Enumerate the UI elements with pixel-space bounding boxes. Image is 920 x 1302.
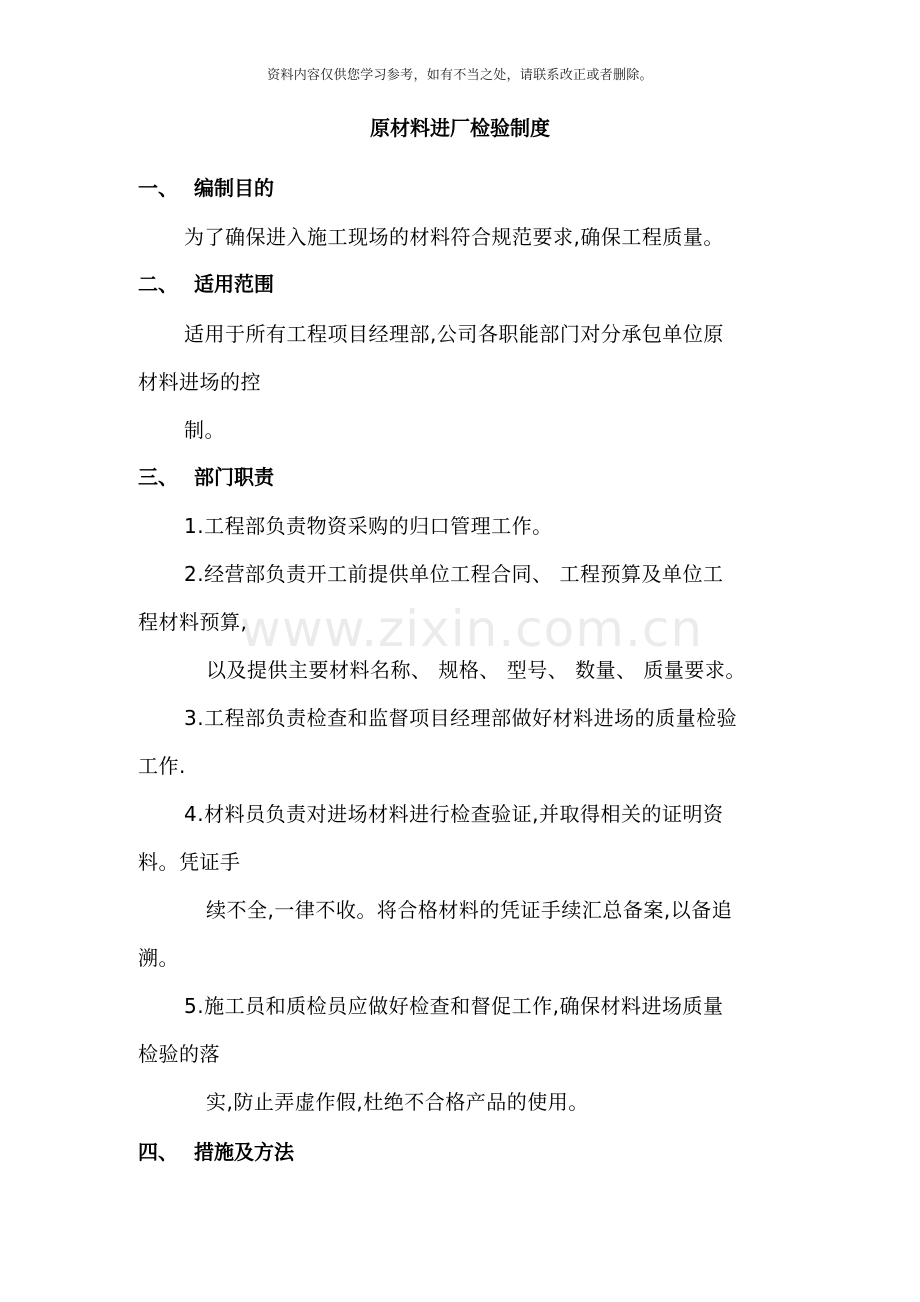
section-title: 编制目的 bbox=[194, 176, 274, 200]
paragraph-line: 为了确保进入施工现场的材料符合规范要求,确保工程质量。 bbox=[184, 225, 724, 249]
paragraph-line: 5.施工员和质检员应做好检查和督促工作,确保材料进场质量 bbox=[184, 994, 724, 1018]
section-title: 适用范围 bbox=[194, 272, 274, 296]
watermark: www.zixin.com.cn bbox=[240, 600, 704, 658]
section-number: 四、 bbox=[138, 1140, 178, 1164]
paragraph-line: 1.工程部负责物资采购的归口管理工作。 bbox=[184, 514, 553, 538]
paragraph-line: 适用于所有工程项目经理部,公司各职能部门对分承包单位原 bbox=[184, 322, 724, 346]
section-number: 二、 bbox=[138, 272, 178, 296]
document-title: 原材料进厂检验制度 bbox=[370, 116, 550, 140]
paragraph-line: 制。 bbox=[184, 418, 225, 442]
paragraph-line: 续不全,一律不收。将合格材料的凭证手续汇总备案,以备追 bbox=[206, 898, 733, 922]
section-heading-1 bbox=[138, 172, 274, 201]
paragraph-line: 料。凭证手 bbox=[138, 850, 241, 874]
section-number: 一、 bbox=[138, 176, 178, 200]
section-title: 措施及方法 bbox=[194, 1140, 294, 1164]
section-title: 部门职责 bbox=[194, 465, 274, 489]
paragraph-line: 实,防止弄虚作假,杜绝不合格产品的使用。 bbox=[206, 1090, 589, 1114]
paragraph-line: 溯。 bbox=[138, 946, 179, 970]
paragraph-line: 4.材料员负责对进场材料进行检查验证,并取得相关的证明资 bbox=[184, 802, 724, 826]
section-number: 三、 bbox=[138, 465, 178, 489]
section-heading-3 bbox=[138, 461, 274, 490]
paragraph-line: 程材料预算, bbox=[138, 610, 248, 634]
paragraph-line: 工作. bbox=[138, 754, 186, 778]
paragraph-line: 2.经营部负责开工前提供单位工程合同、 工程预算及单位工 bbox=[184, 562, 724, 586]
section-heading-2 bbox=[138, 268, 274, 297]
paragraph-line: 检验的落 bbox=[138, 1042, 220, 1066]
section-heading-4 bbox=[138, 1136, 294, 1165]
paragraph-line: 材料进场的控 bbox=[138, 370, 261, 394]
paragraph-line: 以及提供主要材料名称、 规格、 型号、 数量、 质量要求。 bbox=[206, 658, 746, 682]
header-disclaimer: 资料内容仅供您学习参考，如有不当之处，请联系改正或者删除。 bbox=[267, 68, 653, 83]
paragraph-line: 3.工程部负责检查和监督项目经理部做好材料进场的质量检验 bbox=[184, 706, 738, 730]
